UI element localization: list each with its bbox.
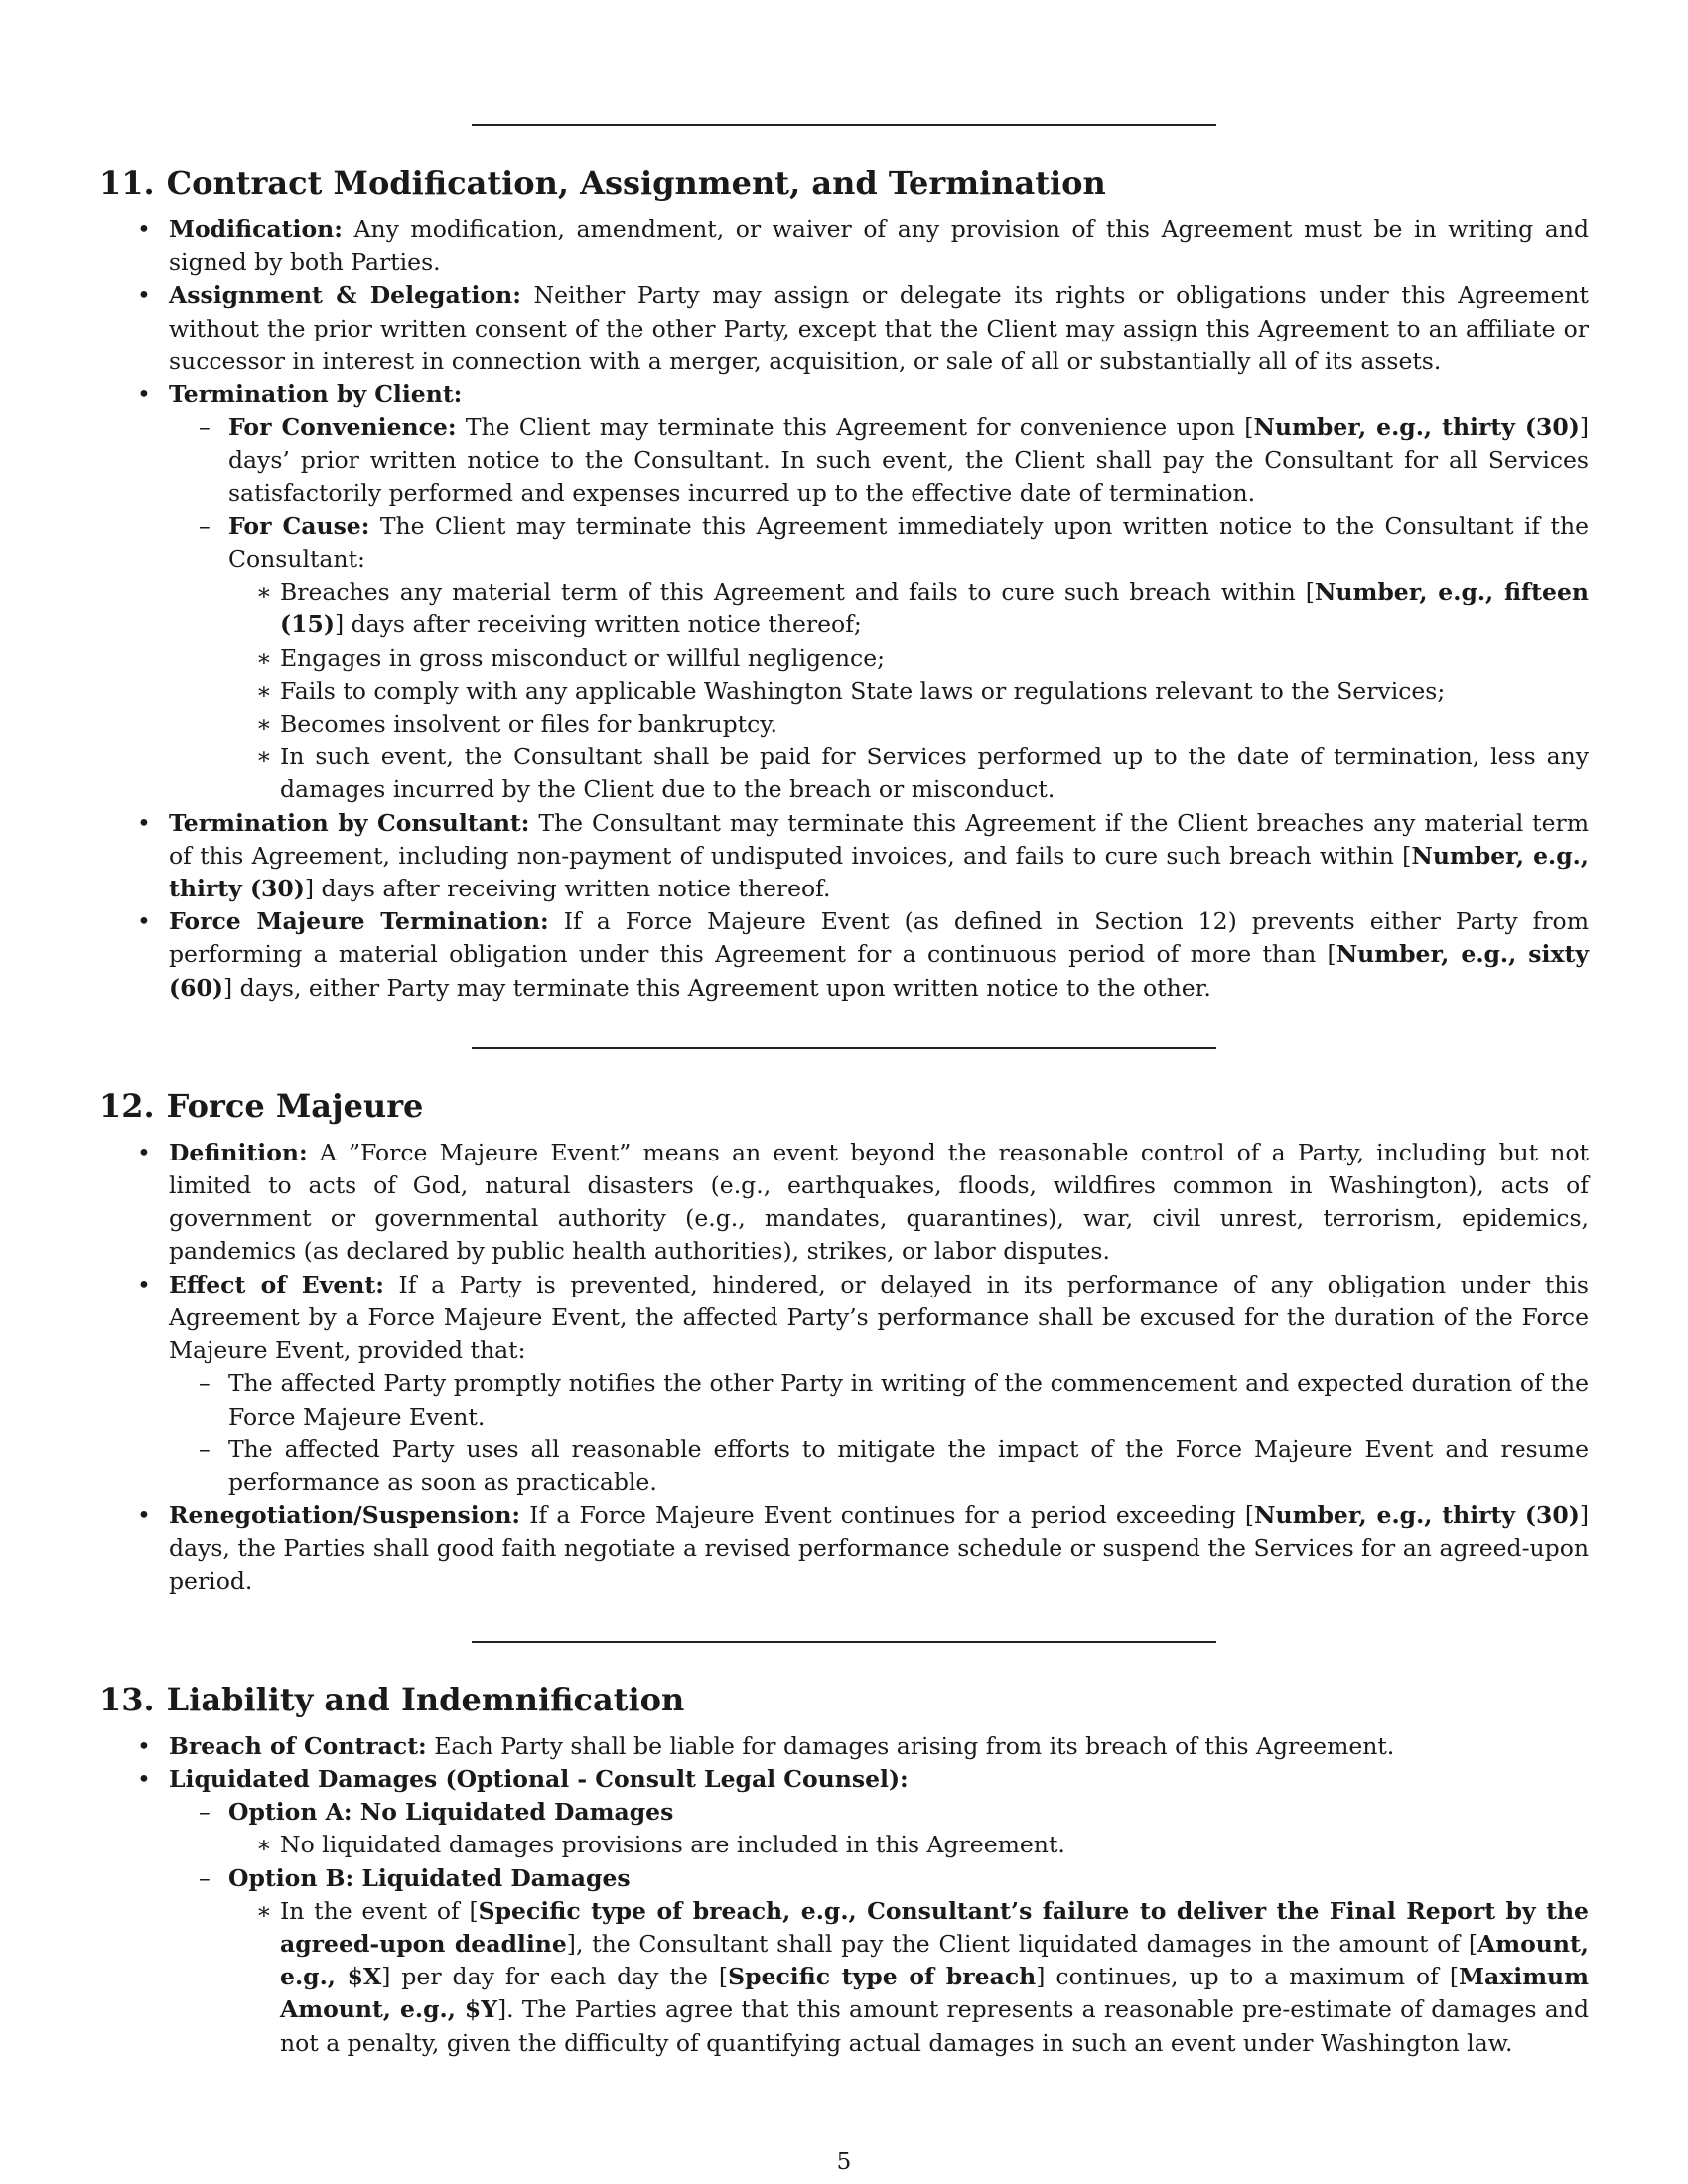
item-text: ]. The Parties agree that this amount represents a reasonable pre-estimate of damages and not a penalty, given the difficulty of quantifying actual damages in such an event under Washington law. [280,1995,1589,2057]
item-text: The Client may terminate this Agreement immediately upon written notice to the Consultant if the Consultant: [228,511,1589,574]
item-text: If a Party is prevented, hindered, or delayed in its performance of any obligation under this Agreement by a Force Majeure Event, the affected Party’s performance shall be excused for the duration of the Force Majeure Event, provided that: [169,1270,1589,1365]
list-item: – The affected Party uses all reasonable efforts to mitigate the impact of the Force Majeure Event and resume performance as soon as practicable. [169,1433,1589,1499]
item-label: Liquidated Damages (Optional - Consult Legal Counsel): [169,1764,909,1793]
item-text: If a Force Majeure Event continues for a period exceeding [ [520,1501,1255,1530]
section-list [99,1137,1589,1598]
item-label: For Convenience: [228,413,457,442]
item-text: The Consultant may terminate this Agreement if the Client breaches any material term of this Agreement, including non-payment of undisputed invoices, and fails to cure such breach within [ [169,808,1590,870]
section-11 [99,163,1589,1005]
section-12 [99,1086,1589,1598]
item-label: Renegotiation/Suspension: [169,1501,521,1530]
placeholder-text: Number, e.g., thirty (30) [169,841,1589,903]
sub-list [169,411,1589,806]
section-number: 12. [99,1086,155,1125]
section-title: Contract Modification, Assignment, and Termination [166,164,1106,202]
item-label: Termination by Consultant: [169,808,530,837]
item-label: For Cause: [228,511,370,540]
list-item-option-a [169,1796,1589,1861]
section-heading [99,163,1589,203]
list-item-for-convenience [169,411,1589,510]
sub-sub-list [228,1829,1589,1861]
placeholder-text: Number, e.g., fifteen (15) [280,578,1589,639]
list-item-renegotiation [99,1499,1589,1598]
placeholder-text: Maximum Amount, e.g., $Y [280,1963,1590,2024]
placeholder-text: Number, e.g., thirty (30) [1254,1501,1580,1530]
placeholder-text: Specific type of breach, e.g., Consultant’s failure to deliver the Final Report by the agreed-upon deadline [280,1896,1590,1958]
item-label: Definition: [169,1138,308,1166]
list-item-modification [99,213,1589,279]
sub-sub-list [228,576,1589,806]
placeholder-text: Specific type of breach [728,1963,1037,1991]
section-title: Liability and Indemnification [166,1680,685,1718]
list-item-termination-by-client [99,378,1589,807]
section-divider [472,1047,1216,1049]
item-text: Breaches any material term of this Agreement and fails to cure such breach within [ [280,578,1315,607]
item-label: Assignment & Delegation: [169,281,521,310]
list-item-breach-of-contract [99,1730,1589,1763]
placeholder-text: Amount, e.g., $X [280,1929,1589,1991]
item-label: Effect of Event: [169,1270,384,1298]
section-divider [472,124,1216,126]
list-item: ∗ No liquidated damages provisions are included in this Agreement. [228,1829,1589,1861]
item-text: ], the Consultant shall pay the Client liquidated damages in the amount of [ [566,1929,1477,1958]
item-text: In the event of [ [280,1896,479,1925]
item-label: Modification: [169,215,343,243]
list-item: ∗ In such event, the Consultant shall be paid for Services performed up to the date of termination, less any damages incurred by the Client due to the breach or misconduct. [228,741,1589,806]
list-item-option-b [169,1862,1589,2060]
section-list [99,1730,1589,2060]
section-title: Force Majeure [166,1086,424,1125]
sub-list [169,1367,1589,1499]
list-item-assignment [99,279,1589,378]
list-item-effect-of-event [99,1269,1589,1499]
list-item: ∗ Engages in gross misconduct or willful negligence; [228,642,1589,675]
item-text: ] continues, up to a maximum of [ [1036,1963,1460,1991]
item-text: Neither Party may assign or delegate its rights or obligations under this Agreement without the prior written consent of the other Party, except that the Client may assign this Agreement to an affiliate or successor in interest in connection with a merger, acquisition, or sale of all or substantially all of its assets. [169,281,1590,375]
item-text: If a Force Majeure Event (as defined in Section 12) prevents either Party from performing a material obligation under this Agreement for a continuous period of more than [ [169,907,1589,969]
item-label: Force Majeure Termination: [169,907,549,936]
item-text: A ”Force Majeure Event” means an event beyond the reasonable control of a Party, including but not limited to acts of God, natural disasters (e.g., earthquakes, floods, wildfires common in Washington), acts of government or governmental authority (e.g., mandates, quarantines), war, civil unrest, terrorism, epidemics, pandemics (as declared by public health authorities), strikes, or labor disputes. [169,1138,1589,1266]
item-text: ] days after receiving written notice thereof; [334,611,862,639]
page-number: 5 [836,2149,852,2175]
list-item [228,1895,1589,2060]
list-item [228,576,1589,641]
item-text: ] days, either Party may terminate this Agreement upon written notice to the other. [222,973,1211,1002]
section-divider [472,1641,1216,1643]
list-item: ∗ Fails to comply with any applicable Washington State laws or regulations relevant to the Services; [228,675,1589,708]
placeholder-text: Number, e.g., thirty (30) [1253,413,1580,442]
list-item: – The affected Party promptly notifies the other Party in writing of the commencement and expected duration of the Force Majeure Event. [169,1367,1589,1433]
item-label: Breach of Contract: [169,1731,427,1760]
section-number: 11. [99,164,155,202]
sub-sub-list [228,1895,1589,2060]
section-heading [99,1086,1589,1126]
item-text: ] days after receiving written notice thereof. [304,875,831,903]
item-label: Option B: Liquidated Damages [228,1863,631,1892]
item-text: ] per day for each day the [ [381,1963,729,1991]
list-item-for-cause [169,510,1589,807]
section-heading [99,1680,1589,1719]
list-item-termination-by-consultant [99,807,1589,906]
list-item: ∗ Becomes insolvent or files for bankruptcy. [228,708,1589,741]
section-13 [99,1680,1589,2060]
item-text: The Client may terminate this Agreement for convenience upon [ [456,413,1254,442]
list-item-definition [99,1137,1589,1269]
list-item-force-majeure-termination [99,905,1589,1005]
item-text: Any modification, amendment, or waiver of any provision of this Agreement must be in writing and signed by both Parties. [169,215,1589,277]
item-label: Option A: No Liquidated Damages [228,1798,674,1827]
section-list [99,213,1589,1005]
item-label: Termination by Client: [169,380,463,409]
section-number: 13. [99,1680,155,1718]
item-text: ] days, the Parties shall good faith negotiate a revised performance schedule or suspend the Services for an agreed-upon period. [169,1501,1589,1595]
sub-list [169,1796,1589,2060]
list-item-liquidated-damages [99,1763,1589,2060]
item-text: ] days’ prior written notice to the Consultant. In such event, the Client shall pay the Consultant for all Services satisfactorily performed and expenses incurred up to the effective date of termination. [228,413,1589,507]
item-text: Each Party shall be liable for damages arising from its breach of this Agreement. [426,1731,1395,1760]
placeholder-text: Number, e.g., sixty (60) [169,940,1589,1002]
